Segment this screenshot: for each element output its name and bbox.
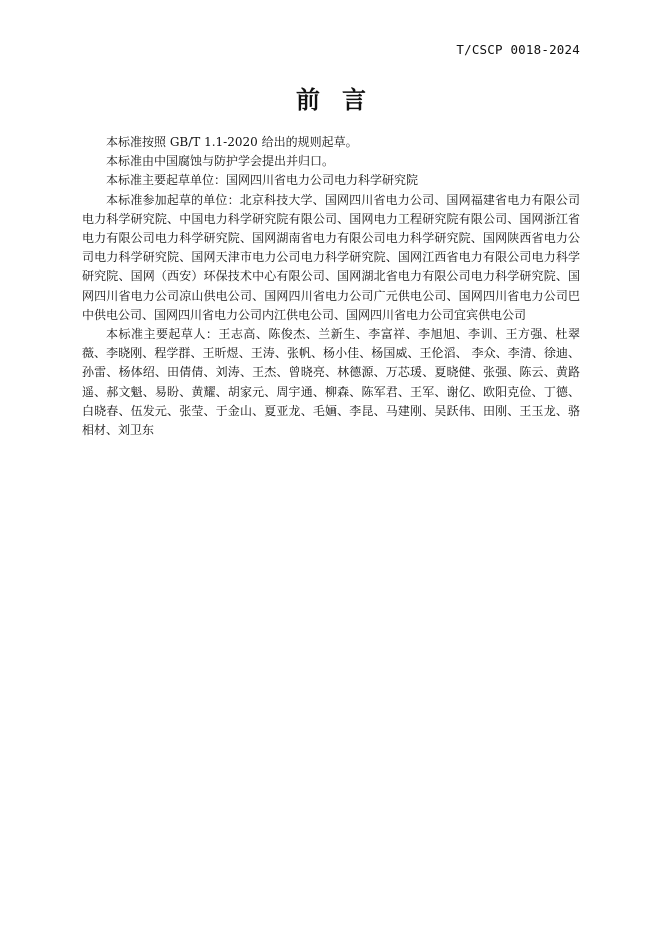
foreword-body	[82, 133, 580, 440]
paragraph-drafting-rules: 本标准按照 GB/T 1.1-2020 给出的规则起草。	[106, 135, 358, 149]
paragraph-participating-units: 本标准参加起草的单位：北京科技大学、国网四川省电力公司、国网福建省电力有限公司电力科学研究院、中国电力科学研究院有限公司、国网电力工程研究院有限公司、国网浙江省电力有限公司电力科学研究院、国网湖南省电力有限公司电力科学研究院、国网陕西省电力公司电力科学研究院、国网天津市电力公司电力科学研究院、国网江西省电力有限公司电力科学研究院、国网（西安）环保技术中心有限公司、国网湖北省电力有限公司电力科学研究院、国网四川省电力公司凉山供电公司、国网四川省电力公司广元供电公司、国网四川省电力公司巴中供电公司、国网四川省电力公司内江供电公司、国网四川省电力公司宜宾供电公司	[82, 192, 580, 322]
paragraph-main-drafting-unit: 本标准主要起草单位：国网四川省电力公司电力科学研究院	[106, 173, 419, 188]
paragraph-proposer: 本标准由中国腐蚀与防护学会提出并归口。	[106, 154, 335, 169]
document-code: T/CSCP 0018-2024	[456, 42, 580, 57]
page-title: 前言	[296, 86, 388, 114]
paragraph-main-drafters: 本标准主要起草人：王志高、陈俊杰、兰新生、李富祥、李旭旭、李训、王方强、杜翠薇、李晓刚、程学群、王昕煜、王涛、张帆、杨小佳、杨国威、王伦滔、 李众、李清、徐迪、孙雷、杨体绍、田倩倩、刘涛、王杰、曾晓亮、林德源、万芯瑗、夏晓健、张强、陈云、黄路遥、郝文魁、易盼、黄耀、胡家元、周宇通、柳森、陈军君、王军、谢亿、欧阳克俭、丁德、白晓春、伍发元、张莹、于金山、夏亚龙、毛婳、李昆、马建刚、吴跃伟、田刚、王玉龙、骆相材、刘卫东	[82, 327, 580, 438]
